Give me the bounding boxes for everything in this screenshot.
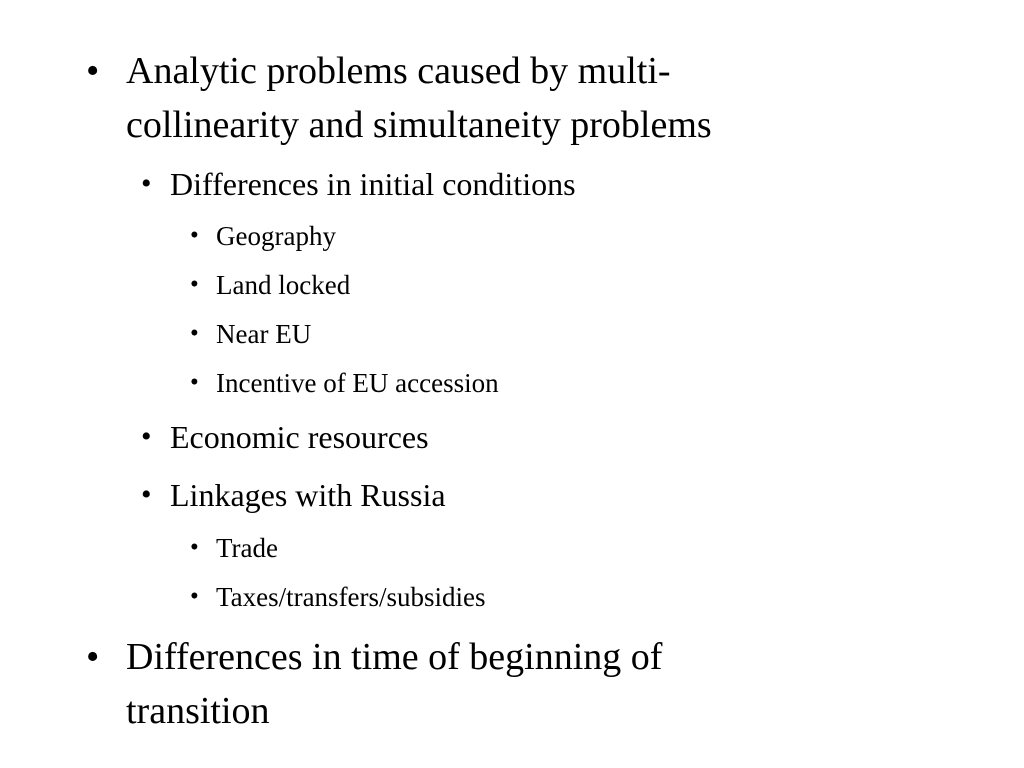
bullet-marker: • (86, 636, 100, 678)
bullet-text-line: Differences in time of beginning of (126, 636, 663, 678)
bullet-marker: • (190, 583, 199, 610)
bullet-text: Land locked (216, 270, 351, 300)
bullet-item (141, 164, 701, 204)
bullet-text: Taxes/transfers/subsidies (216, 582, 486, 612)
bullet-marker: • (141, 420, 152, 453)
bullet-item (190, 268, 590, 302)
bullet-item (141, 417, 701, 457)
bullet-marker: • (190, 320, 199, 347)
bullet-text: Economic resources (170, 419, 429, 455)
bullet-text: Incentive of EU accession (216, 368, 499, 398)
bullet-item (86, 44, 846, 152)
bullet-marker: • (190, 534, 199, 561)
bullet-item (190, 580, 610, 614)
bullet-item (190, 219, 590, 253)
bullet-item (141, 475, 701, 515)
bullet-marker: • (190, 271, 199, 298)
bullet-text: Near EU (216, 319, 312, 349)
bullet-item (190, 531, 590, 565)
bullet-text: Trade (216, 533, 279, 563)
bullet-text: Linkages with Russia (170, 477, 446, 513)
bullet-item (86, 630, 846, 738)
bullet-marker: • (190, 369, 199, 396)
bullet-text-line: collinearity and simultaneity problems (126, 104, 712, 146)
bullet-text: Differences in initial conditions (170, 166, 576, 202)
bullet-marker: • (141, 167, 152, 200)
bullet-text-line: Analytic problems caused by multi- (126, 50, 671, 92)
bullet-item (190, 317, 590, 351)
bullet-marker: • (141, 478, 152, 511)
bullet-marker: • (190, 222, 199, 249)
bullet-marker: • (86, 50, 100, 92)
bullet-text-line: transition (126, 690, 270, 732)
bullet-text: Geography (216, 221, 336, 251)
bullet-item (190, 366, 610, 400)
